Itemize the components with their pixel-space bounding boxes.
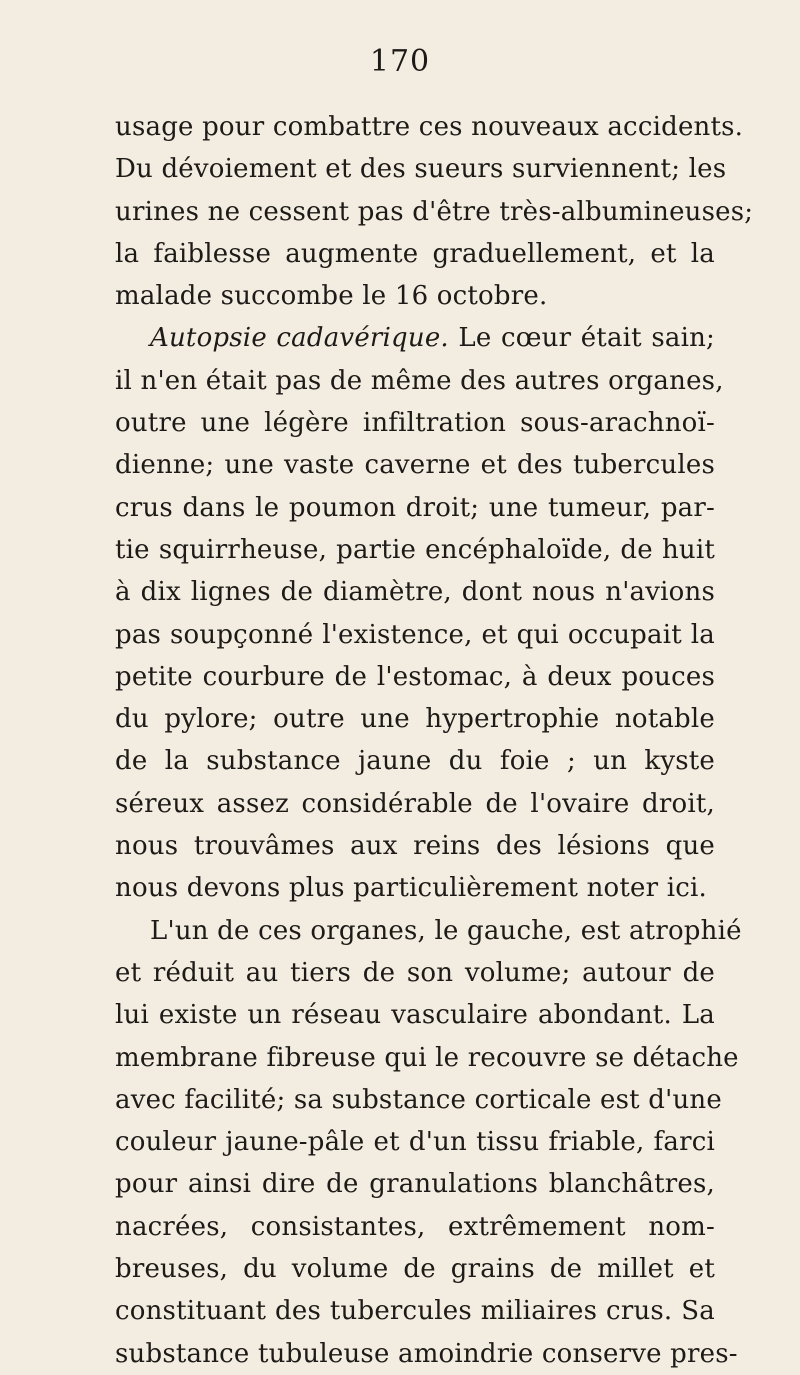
- section-heading: Autopsie cadavérique.: [150, 323, 449, 354]
- text-line: petite courbure de l'estomac, à deux pouces: [115, 661, 715, 692]
- text-line: membrane fibreuse qui le recouvre se détache: [115, 1042, 739, 1073]
- text-line: pas soupçonné l'existence, et qui occupait la: [115, 619, 715, 650]
- text-line: breuses, du volume de grains de millet et: [115, 1254, 715, 1285]
- text-line: outre une légère infiltration sous-arachnoï-: [115, 408, 715, 439]
- text-line: lui existe un réseau vasculaire abondant. La: [115, 1000, 715, 1031]
- text-line: la faiblesse augmente graduellement, et la: [115, 238, 715, 269]
- text-line: et réduit au tiers de son volume; autour de: [115, 957, 715, 988]
- text-line: nous trouvâmes aux reins des lésions que: [115, 831, 715, 862]
- text-line: malade succombe le 16 octobre.: [115, 281, 548, 312]
- text-line: pour ainsi dire de granulations blanchâtres,: [115, 1169, 715, 1200]
- section-heading-rest: Le cœur était sain;: [448, 323, 715, 354]
- text-line: urines ne cessent pas d'être très-albumineuses;: [115, 196, 754, 227]
- text-line: usage pour combattre ces nouveaux accidents.: [115, 112, 744, 142]
- text-line: avec facilité; sa substance corticale est d'une: [115, 1084, 722, 1115]
- text-line: Du dévoiement et des sueurs surviennent; les: [115, 154, 727, 185]
- text-line-paragraph-start: L'un de ces organes, le gauche, est atrophié: [150, 915, 742, 946]
- body-text: [115, 106, 754, 1375]
- text-line: couleur jaune-pâle et d'un tissu friable, farci: [115, 1127, 715, 1158]
- text-line: crus dans le poumon droit; une tumeur, par-: [115, 492, 715, 523]
- text-line: de la substance jaune du foie ; un kyste: [115, 746, 715, 777]
- text-line: tie squirrheuse, partie encéphaloïde, de huit: [115, 534, 715, 565]
- text-line: dienne; une vaste caverne et des tubercules: [115, 450, 715, 481]
- text-line: nacrées, consistantes, extrêmement nom-: [115, 1211, 715, 1242]
- text-line: il n'en était pas de même des autres organes,: [115, 365, 724, 396]
- text-line: séreux assez considérable de l'ovaire droit,: [115, 788, 715, 819]
- text-line: substance tubuleuse amoindrie conserve pres-: [115, 1338, 738, 1369]
- text-line: à dix lignes de diamètre, dont nous n'avions: [115, 577, 715, 608]
- text-line: constituant des tubercules miliaires crus. Sa: [115, 1296, 715, 1327]
- text-line: du pylore; outre une hypertrophie notable: [115, 704, 715, 735]
- text-line: nous devons plus particulièrement noter ici.: [115, 873, 707, 904]
- page-number: 170: [369, 44, 431, 79]
- text-line-section-start: [115, 317, 715, 359]
